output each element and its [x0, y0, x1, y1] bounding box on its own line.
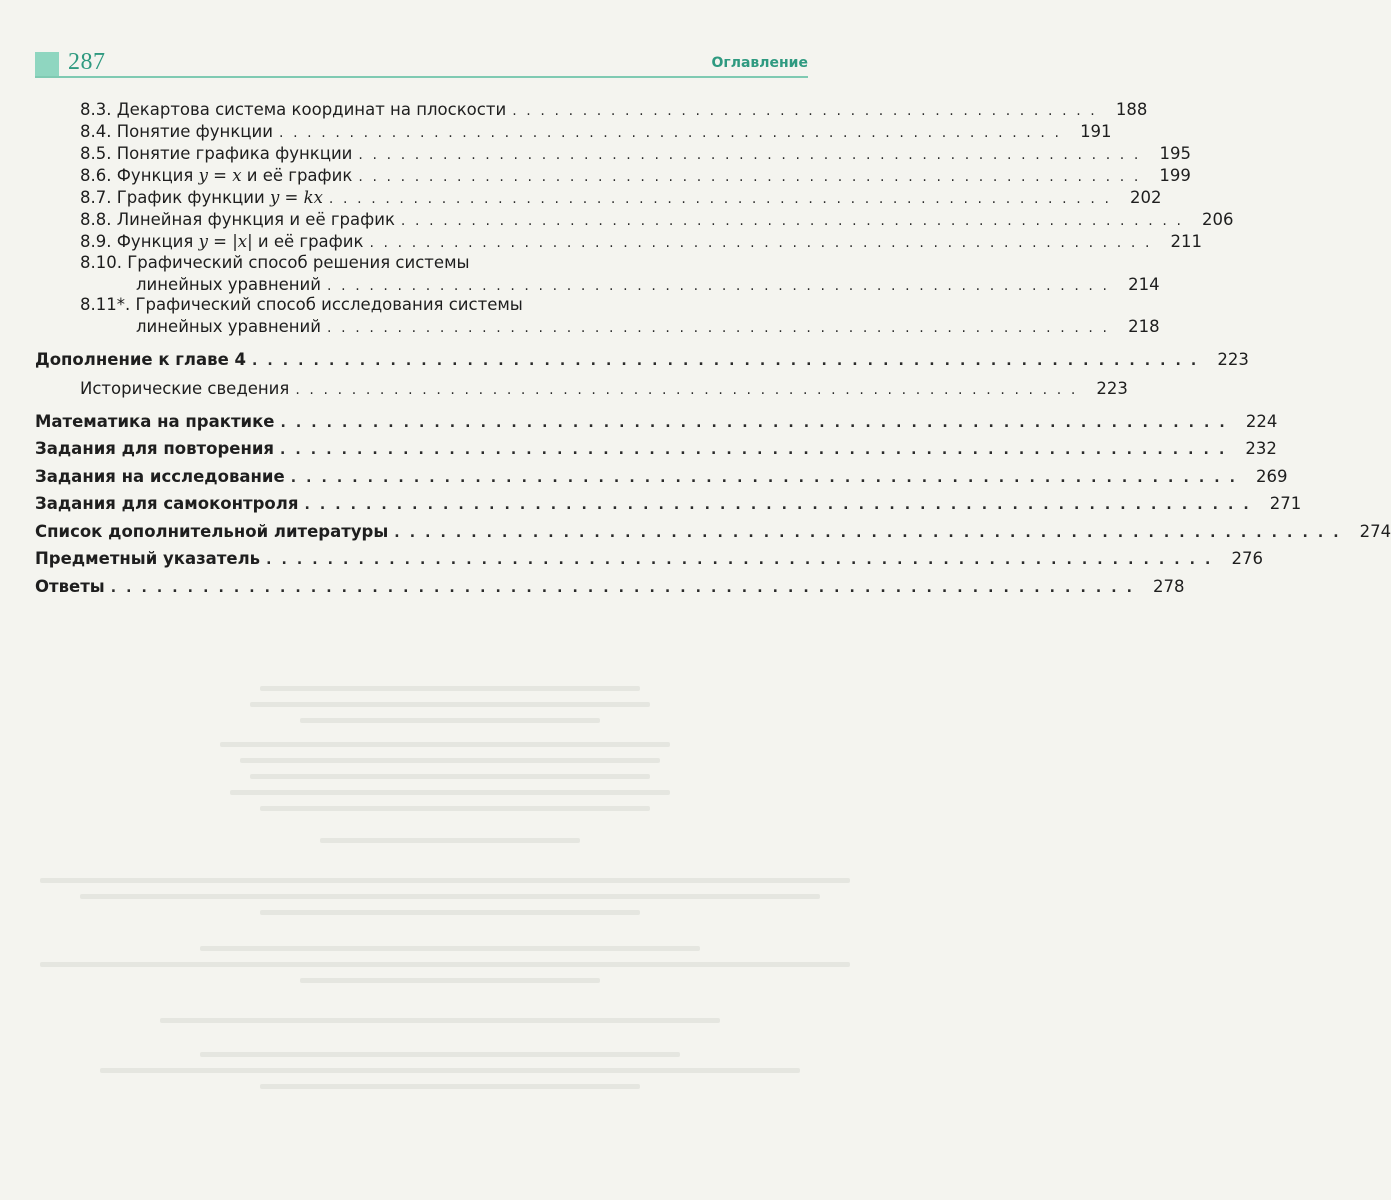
toc-section[interactable]: Список дополнительной литературы . . . . . . . . . . . . . . . . . . . . . . . . . . . . . . . . . . . . . . . . . . . . . . . . . . . . . . . . . . . . . . 274: [35, 521, 810, 544]
toc-page-number: 223: [1217, 350, 1249, 369]
dot-leader: . . . . . . . . . . . . . . . . . . . . . . . . . . . . . . . . . . . . . . . . . . . . . . . . . . . . . . . . . . . . . .: [304, 497, 1252, 513]
toc-entry[interactable]: линейных уравнений . . . . . . . . . . . . . . . . . . . . . . . . . . . . . . . . . . . . . . . . . . . . . . . . . . . . . . . . 218: [136, 316, 810, 339]
toc-page-number: 278: [1153, 577, 1185, 596]
running-title: Оглавление: [711, 55, 808, 71]
toc-page-number: 223: [1096, 379, 1128, 398]
dot-leader: . . . . . . . . . . . . . . . . . . . . . . . . . . . . . . . . . . . . . . . . . . . . . . . . . . . . . . . .: [358, 169, 1141, 185]
toc-page-number: 195: [1159, 144, 1191, 163]
header-color-block: [35, 52, 59, 77]
toc-entry[interactable]: 8.7. График функции y = kx . . . . . . . . . . . . . . . . . . . . . . . . . . . . . . . . . . . . . . . . . . . . . . . . . . . . . . . . 202: [80, 187, 810, 210]
toc-entry[interactable]: 8.3. Декартова система координат на плоскости . . . . . . . . . . . . . . . . . . . . . . . . . . . . . . . . . . . . . . . . . . 188: [80, 99, 810, 122]
toc-page-number: 218: [1128, 317, 1160, 336]
toc-page-number: 269: [1256, 467, 1288, 486]
toc-page-number: 188: [1115, 100, 1148, 119]
toc-entry[interactable]: 8.9. Функция y = |x| и её график . . . . . . . . . . . . . . . . . . . . . . . . . . . . . . . . . . . . . . . . . . . . . . . . . . . . . . . . 211: [80, 231, 810, 254]
math-formula: y = |x|: [198, 232, 253, 251]
toc-entry[interactable]: 8.5. Понятие графика функции . . . . . . . . . . . . . . . . . . . . . . . . . . . . . . . . . . . . . . . . . . . . . . . . . . . . . . . . 195: [80, 143, 810, 166]
dot-leader: . . . . . . . . . . . . . . . . . . . . . . . . . . . . . . . . . . . . . . . . . . . . . . . . . . . . . . . . . . . . . .: [266, 552, 1213, 568]
toc-entry[interactable]: 8.4. Понятие функции . . . . . . . . . . . . . . . . . . . . . . . . . . . . . . . . . . . . . . . . . . . . . . . . . . . . . . . . 191: [80, 121, 810, 144]
dot-leader: . . . . . . . . . . . . . . . . . . . . . . . . . . . . . . . . . . . . . . . . . . . . . . . . . . . . . . . .: [358, 147, 1141, 163]
dot-leader: . . . . . . . . . . . . . . . . . . . . . . . . . . . . . . . . . . . . . . . . . . . . . . . . . . . . . . . .: [278, 125, 1062, 141]
page-number: 287: [68, 49, 106, 75]
dot-leader: . . . . . . . . . . . . . . . . . . . . . . . . . . . . . . . . . . . . . . . . . . . . . . . . . . . . . . . . . . . . . . . . . . .: [110, 580, 1135, 596]
toc-page-number: 271: [1269, 494, 1302, 513]
toc-page-number: 276: [1231, 549, 1263, 568]
toc-page-number: 274: [1359, 522, 1391, 541]
header-rule: [35, 76, 808, 78]
math-formula: y = x: [198, 166, 242, 185]
toc-page-number: 224: [1245, 412, 1278, 431]
toc-entry[interactable]: Исторические сведения . . . . . . . . . . . . . . . . . . . . . . . . . . . . . . . . . . . . . . . . . . . . . . . . . . . . . . . . 223: [80, 378, 810, 401]
toc-entry[interactable]: 8.8. Линейная функция и её график . . . . . . . . . . . . . . . . . . . . . . . . . . . . . . . . . . . . . . . . . . . . . . . . . . . . . . . . 206: [80, 209, 810, 232]
dot-leader: . . . . . . . . . . . . . . . . . . . . . . . . . . . . . . . . . . . . . . . . . . . . . . . . . . . . . . . .: [328, 191, 1112, 207]
dot-leader: . . . . . . . . . . . . . . . . . . . . . . . . . . . . . . . . . . . . . . . . . . . . . . . . . . . . . . . .: [400, 213, 1184, 229]
dot-leader: . . . . . . . . . . . . . . . . . . . . . . . . . . . . . . . . . . . . . . . . . . . . . . . . . . . . . . . . . . . . . .: [394, 525, 1342, 541]
toc-section[interactable]: Математика на практике . . . . . . . . . . . . . . . . . . . . . . . . . . . . . . . . . . . . . . . . . . . . . . . . . . . . . . . . . . . . . . 224: [35, 411, 810, 434]
toc-section[interactable]: Задания для повторения . . . . . . . . . . . . . . . . . . . . . . . . . . . . . . . . . . . . . . . . . . . . . . . . . . . . . . . . . . . . . . 232: [35, 438, 810, 461]
toc-entry-first-line[interactable]: 8.10. Графический способ решения системы: [80, 253, 470, 272]
math-formula: y = kx: [269, 188, 323, 207]
toc-page-number: 214: [1128, 275, 1160, 294]
toc-entry-first-line[interactable]: 8.11*. Графический способ исследования системы: [80, 295, 523, 314]
toc-page-number: 206: [1202, 210, 1234, 229]
toc-section[interactable]: Дополнение к главе 4 . . . . . . . . . . . . . . . . . . . . . . . . . . . . . . . . . . . . . . . . . . . . . . . . . . . . . . . . . . . . . . 223: [35, 349, 810, 372]
toc-section[interactable]: Предметный указатель . . . . . . . . . . . . . . . . . . . . . . . . . . . . . . . . . . . . . . . . . . . . . . . . . . . . . . . . . . . . . . 276: [35, 548, 810, 571]
dot-leader: . . . . . . . . . . . . . . . . . . . . . . . . . . . . . . . . . . . . . . . . . . . . . . . . . . . . . . . .: [369, 235, 1153, 251]
dot-leader: . . . . . . . . . . . . . . . . . . . . . . . . . . . . . . . . . . . . . . . . . . . . . . . . . . . . . . . . . . . . . .: [280, 415, 1228, 431]
dot-leader: . . . . . . . . . . . . . . . . . . . . . . . . . . . . . . . . . . . . . . . . . . . . . . . . . . . . . . . .: [327, 320, 1110, 336]
toc-section[interactable]: Задания для самоконтроля . . . . . . . . . . . . . . . . . . . . . . . . . . . . . . . . . . . . . . . . . . . . . . . . . . . . . . . . . . . . . . 271: [35, 493, 810, 516]
dot-leader: . . . . . . . . . . . . . . . . . . . . . . . . . . . . . . . . . . . . . . . . . . . . . . . . . . . . . . . .: [327, 278, 1110, 294]
dot-leader: . . . . . . . . . . . . . . . . . . . . . . . . . . . . . . . . . . . . . . . . . . . . . . . . . . . . . . . . . . . . . .: [251, 353, 1199, 369]
toc-page-number: 199: [1159, 166, 1191, 185]
toc-page-number: 191: [1080, 122, 1112, 141]
dot-leader: . . . . . . . . . . . . . . . . . . . . . . . . . . . . . . . . . . . . . . . . . . . . . . . . . . . . . . . .: [295, 382, 1078, 398]
toc-section[interactable]: Задания на исследование . . . . . . . . . . . . . . . . . . . . . . . . . . . . . . . . . . . . . . . . . . . . . . . . . . . . . . . . . . . . . . 269: [35, 466, 810, 489]
toc-page-number: 232: [1245, 439, 1277, 458]
toc-entry[interactable]: 8.6. Функция y = x и её график . . . . . . . . . . . . . . . . . . . . . . . . . . . . . . . . . . . . . . . . . . . . . . . . . . . . . . . . 199: [80, 165, 810, 188]
dot-leader: . . . . . . . . . . . . . . . . . . . . . . . . . . . . . . . . . . . . . . . . . . . . . . . . . . . . . . . . . . . . . .: [290, 470, 1238, 486]
dot-leader: . . . . . . . . . . . . . . . . . . . . . . . . . . . . . . . . . . . . . . . . . .: [512, 103, 1098, 119]
toc-page-number: 211: [1170, 232, 1203, 251]
toc-entry[interactable]: линейных уравнений . . . . . . . . . . . . . . . . . . . . . . . . . . . . . . . . . . . . . . . . . . . . . . . . . . . . . . . . 214: [136, 274, 810, 297]
dot-leader: . . . . . . . . . . . . . . . . . . . . . . . . . . . . . . . . . . . . . . . . . . . . . . . . . . . . . . . . . . . . . .: [280, 442, 1227, 458]
toc-page-number: 202: [1130, 188, 1162, 207]
toc-section[interactable]: Ответы . . . . . . . . . . . . . . . . . . . . . . . . . . . . . . . . . . . . . . . . . . . . . . . . . . . . . . . . . . . . . . . . . . . 278: [35, 576, 810, 599]
